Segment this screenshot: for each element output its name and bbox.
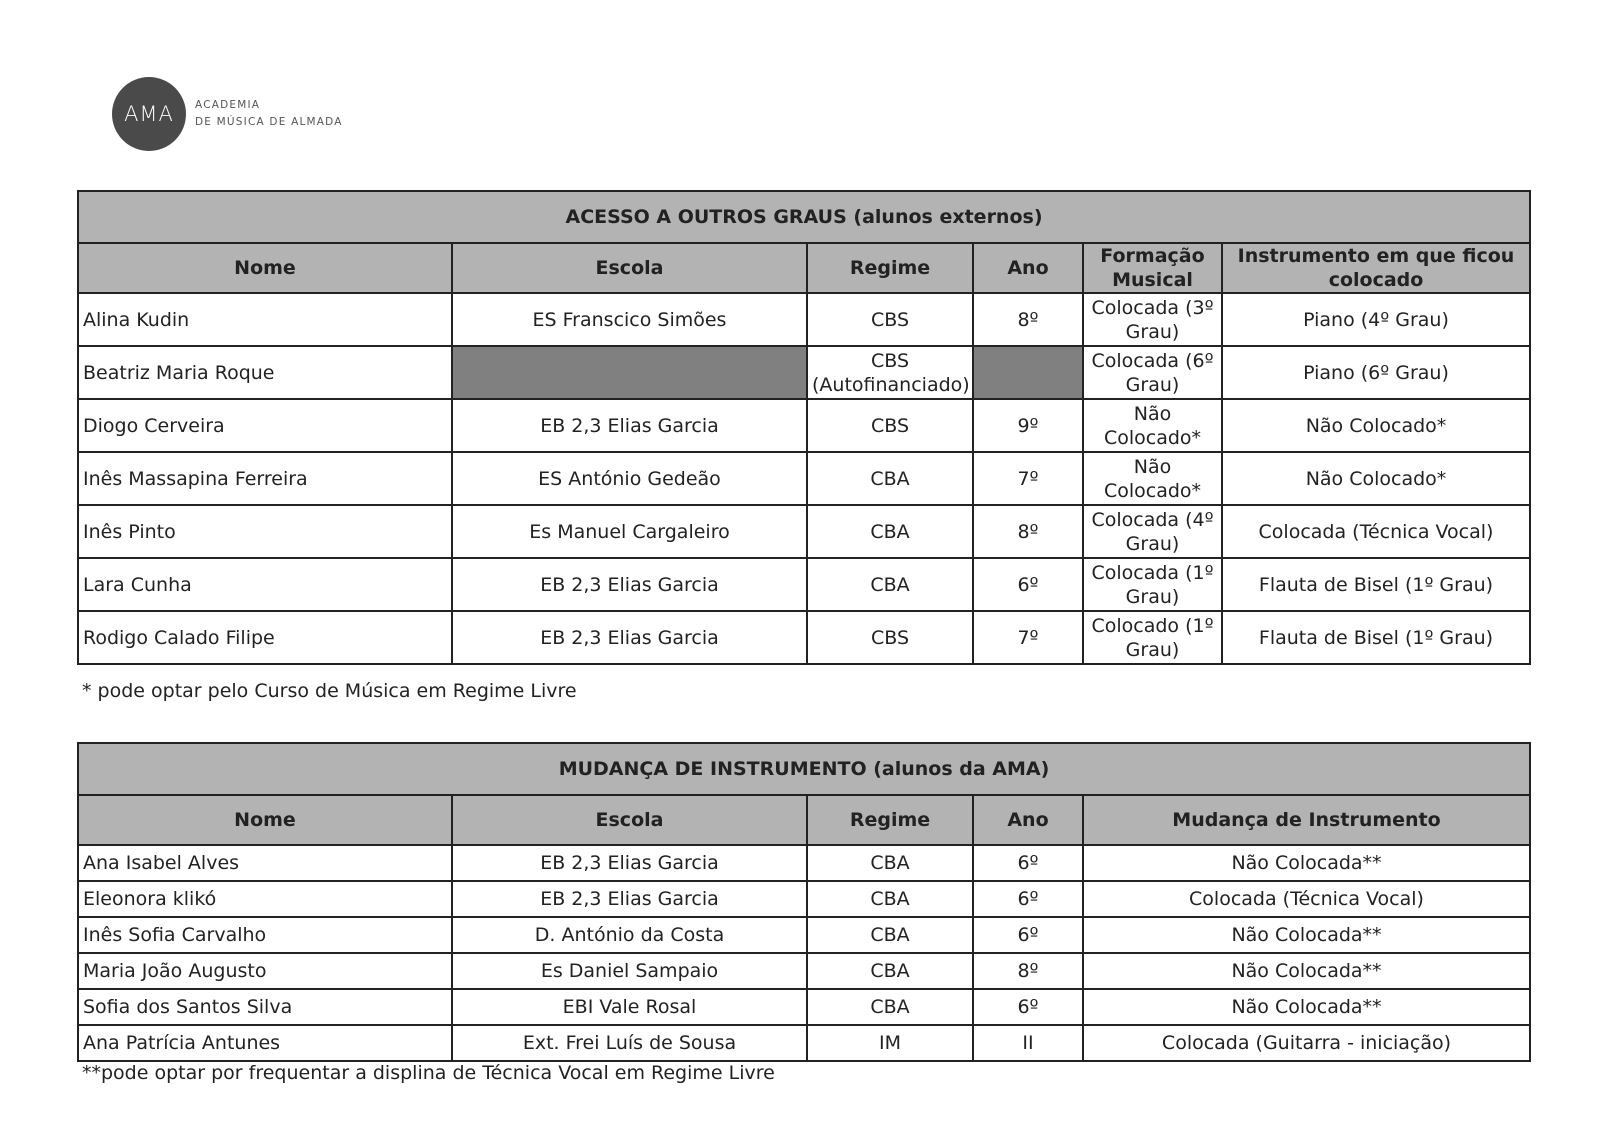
table1-footnote: * pode optar pelo Curso de Música em Regime Livre [82, 680, 577, 702]
table-cell: 6º [973, 989, 1083, 1025]
table-cell: 6º [973, 558, 1083, 611]
table-cell: Es Daniel Sampaio [452, 953, 807, 989]
table-cell: Colocada (6º Grau) [1083, 346, 1222, 399]
column-header: Nome [78, 795, 452, 845]
table-cell: Piano (4º Grau) [1222, 293, 1530, 346]
table-cell: EB 2,3 Elias Garcia [452, 845, 807, 881]
table-row [78, 452, 1530, 505]
table-cell: CBA [807, 452, 973, 505]
table-cell: ES António Gedeão [452, 452, 807, 505]
table-acesso-outros-graus [77, 190, 1531, 665]
table2-title: MUDANÇA DE INSTRUMENTO (alunos da AMA) [78, 743, 1530, 795]
table-cell: 8º [973, 505, 1083, 558]
table-cell: Lara Cunha [78, 558, 452, 611]
logo-mark: AMA [112, 77, 186, 151]
table-cell: Colocada (4º Grau) [1083, 505, 1222, 558]
table-cell: CBA [807, 881, 973, 917]
table-cell: Eleonora klikó [78, 881, 452, 917]
table-cell: Não Colocado* [1083, 452, 1222, 505]
table-cell: Ana Isabel Alves [78, 845, 452, 881]
logo-line-1: ACADEMIA [195, 99, 261, 111]
column-header: Escola [452, 795, 807, 845]
table-cell: CBS (Autofinanciado) [807, 346, 973, 399]
academy-logo [112, 77, 343, 151]
table-cell: CBA [807, 505, 973, 558]
table-cell: Rodigo Calado Filipe [78, 611, 452, 664]
table-cell [452, 346, 807, 399]
table-cell: Não Colocado* [1222, 399, 1530, 452]
table-cell: Piano (6º Grau) [1222, 346, 1530, 399]
table-cell: Inês Massapina Ferreira [78, 452, 452, 505]
table-cell: Não Colocada** [1083, 953, 1530, 989]
table-cell: Colocada (Técnica Vocal) [1222, 505, 1530, 558]
table-cell: Colocada (Guitarra - iniciação) [1083, 1025, 1530, 1061]
table-cell: CBA [807, 845, 973, 881]
table-cell: IM [807, 1025, 973, 1061]
table-cell: 7º [973, 611, 1083, 664]
table-row [78, 611, 1530, 664]
table-cell: ES Franscico Simões [452, 293, 807, 346]
table-cell: EB 2,3 Elias Garcia [452, 881, 807, 917]
table-cell: CBA [807, 989, 973, 1025]
table-cell: Ana Patrícia Antunes [78, 1025, 452, 1061]
table2-footnote: **pode optar por frequentar a displina de Técnica Vocal em Regime Livre [82, 1062, 775, 1084]
table-cell: Colocada (Técnica Vocal) [1083, 881, 1530, 917]
logo-wordmark [195, 97, 343, 131]
column-header: Regime [807, 795, 973, 845]
table-cell: Não Colocada** [1083, 845, 1530, 881]
column-header: Ano [973, 243, 1083, 293]
logo-line-2: DE MÚSICA DE ALMADA [195, 116, 343, 128]
table-cell: Não Colocada** [1083, 917, 1530, 953]
table-cell: Beatriz Maria Roque [78, 346, 452, 399]
table-mudanca-instrumento [77, 742, 1531, 1062]
table-row [78, 346, 1530, 399]
table-cell: Colocada (3º Grau) [1083, 293, 1222, 346]
table-row [78, 989, 1530, 1025]
column-header: Ano [973, 795, 1083, 845]
table-cell: Colocada (1º Grau) [1083, 558, 1222, 611]
table-cell: Colocado (1º Grau) [1083, 611, 1222, 664]
table-cell: CBS [807, 399, 973, 452]
table-cell: D. António da Costa [452, 917, 807, 953]
table-cell: Inês Sofia Carvalho [78, 917, 452, 953]
column-header: Formação Musical [1083, 243, 1222, 293]
table-cell: 6º [973, 845, 1083, 881]
table-cell: EBI Vale Rosal [452, 989, 807, 1025]
table-row [78, 399, 1530, 452]
table-cell: EB 2,3 Elias Garcia [452, 558, 807, 611]
table-cell: Alina Kudin [78, 293, 452, 346]
table-row [78, 881, 1530, 917]
table-cell: CBS [807, 293, 973, 346]
table-row [78, 558, 1530, 611]
table-row [78, 505, 1530, 558]
column-header: Regime [807, 243, 973, 293]
table-row [78, 1025, 1530, 1061]
column-header: Mudança de Instrumento [1083, 795, 1530, 845]
table-cell: II [973, 1025, 1083, 1061]
table-cell: Não Colocada** [1083, 989, 1530, 1025]
table-cell [973, 346, 1083, 399]
table-row [78, 845, 1530, 881]
table-cell: Flauta de Bisel (1º Grau) [1222, 558, 1530, 611]
table-cell: 9º [973, 399, 1083, 452]
table-cell: 8º [973, 953, 1083, 989]
table-cell: 6º [973, 881, 1083, 917]
table-cell: EB 2,3 Elias Garcia [452, 399, 807, 452]
table-cell: CBA [807, 558, 973, 611]
table-cell: CBA [807, 917, 973, 953]
table-cell: Ext. Frei Luís de Sousa [452, 1025, 807, 1061]
table-cell: Não Colocado* [1222, 452, 1530, 505]
table-cell: 8º [973, 293, 1083, 346]
table1-title: ACESSO A OUTROS GRAUS (alunos externos) [78, 191, 1530, 243]
table-row [78, 953, 1530, 989]
table-cell: Inês Pinto [78, 505, 452, 558]
table-cell: Sofia dos Santos Silva [78, 989, 452, 1025]
table-cell: Flauta de Bisel (1º Grau) [1222, 611, 1530, 664]
table-cell: CBS [807, 611, 973, 664]
table-cell: EB 2,3 Elias Garcia [452, 611, 807, 664]
table-cell: Es Manuel Cargaleiro [452, 505, 807, 558]
table-row [78, 293, 1530, 346]
column-header: Escola [452, 243, 807, 293]
table-cell: 6º [973, 917, 1083, 953]
table-cell: Diogo Cerveira [78, 399, 452, 452]
table-cell: CBA [807, 953, 973, 989]
table-cell: 7º [973, 452, 1083, 505]
table-cell: Maria João Augusto [78, 953, 452, 989]
table-row [78, 917, 1530, 953]
table-cell: Não Colocado* [1083, 399, 1222, 452]
column-header: Instrumento em que ficou colocado [1222, 243, 1530, 293]
column-header: Nome [78, 243, 452, 293]
